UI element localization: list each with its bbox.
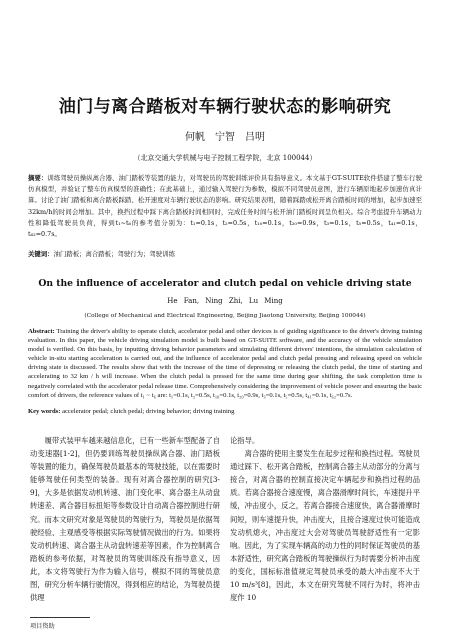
body-left-column: 履带式装甲车越来越信息化，已有一些新车型配备了自动变速器[1-2]，但仍要训练驾驶员操纵离合器、油门踏板等装置的能力，确保驾驶员最基本的驾驶技能，以在需要时能够驾驶任何类型的装备。现有对离合器控制的研究[3-9]，大多是依据发动机转速、油门变化率、离合器主从动盘转速差、离合器目标扭矩等参数设计自动离合器控制进行研究。而本文研究对象是驾驶员的驾驶行为，驾驶员是依据驾驶经验、主观感受等根据实际驾驶情况做出的行为。如果将发动机转速、离合器主从动盘转速差等因素，作为控制离合踏板的参考依据，对驾驶员的驾驶训练没有指导意义，因此，本文将驾驶行为作为输入信号，模拟不同的驾驶员意图，研究分析车辆行驶情况，得到相应的结论，为驾驶员提供理 (30, 436, 220, 603)
abstract-label-chinese: 摘要： (28, 174, 48, 182)
keywords-label-english: Key words: (28, 408, 61, 415)
paper-title-english: On the influence of accelerator and clutch pedal on vehicle driving state (38, 278, 412, 289)
abstract-text-chinese: 训练驾驶员操纵离合器、油门踏板等装置的能力，对驾驶员的驾驶训练评价具有指导意义。本文基于GT-SUITE软件搭建了整车行驶仿真模型，并验证了整车仿真模型的准确性；在此基础上，通过输入驾驶行为参数，模拟不同驾驶员意图，进行车辆原地起步加速仿真计算。讨论了油门踏板和离合踏板踩踏、松开速度对车辆行驶状态的影响。研究结果表明，随着踩踏或松开离合踏板时间的增加，起步加速至32km/h的时间会增加。其中，换挡过程中踩下离合踏板时间相同时，完成任务时间与松开油门踏板时间呈负相关。综合考虑提升车辆动力性和降低驾驶员负荷，得到t₁~t₆的参考值分别为：t₁=0.1s，t₂=0.5s，t₁₀=0.1s，t₂₀=0.9s，t₃=0.1s，t₅=0.5s，t₄₁=0.1s，t₆₂=0.7s。 (28, 174, 423, 239)
abstract-chinese (28, 173, 422, 240)
body-right-paragraph: 离合器的使用主要发生在起步过程和换挡过程。驾驶员通过踩下、松开离合踏板，控制离合器主从动部分的分离与接合，对离合器的控制直接决定车辆起步和换挡过程的品质。若离合器接合速度慢，离合器滑摩时间长，车速提升平缓，冲击度小，反之，若离合器接合速度快，离合器滑摩时间短，则车速提升快，冲击度大，且接合速度过快可能造成发动机熄火，冲击度过大会对驾驶员驾驶舒适性有一定影响。因此，为了实现车辆高的动力性的同时保证驾驶员的基本舒适性，研究离合踏板的驾驶操纵行为时需要分析冲击度的变化，国标标准值规定驾驶员承受的最大冲击度不大于10 m/s³[8]，因此，本文在研究驾驶不同行为时，将冲击度作 10 (230, 449, 420, 603)
keywords-label-chinese: 关键词： (28, 250, 54, 258)
keywords-english (28, 408, 422, 415)
authors-english: He Fan, Ning Zhi, Lu Ming (167, 297, 283, 305)
affiliation-english: (College of Mechanical and Electrical Engineering, Beijing Jiaotong University, Beijing 100044) (84, 313, 366, 319)
keywords-text-chinese: 油门踏板；离合踏板；驾驶行为；驾驶训练 (53, 250, 175, 258)
footnote-funding: 项目资助 (30, 623, 55, 630)
keywords-chinese (28, 249, 422, 258)
body-right-continuation: 论指导。 (230, 436, 260, 445)
authors-chinese: 何帆 宁智 吕明 (185, 132, 265, 143)
footnote-divider (30, 617, 90, 618)
abstract-label-english: Abstract: (28, 328, 55, 335)
abstract-english (28, 327, 422, 400)
paper-title-chinese: 油门与离合踏板对车辆行驶状态的影响研究 (58, 97, 392, 117)
abstract-text-english: Training the driver's ability to operate clutch, accelerator pedal and other devices is of guiding significance to the driver's driving training evaluation. In this paper, the vehicle driving simulation model is built based on GT-SUITE software, and the accuracy of the vehicle simulation model is verified. On this basis, by inputting driving behavior parameters and simulating different drivers' intentions, the simulation calculation of vehicle in-situ starting acceleration is carried out, and the influence of accelerator pedal and clutch pedal pressing and releasing speed on vehicle driving state is discussed. The results show that with the increase of the time of depressing or releasing the clutch pedal, the time of starting and accelerating to 32 km / h will increase. When the clutch pedal is pressed for the same time during gear shifting, the task completion time is negatively correlated with the accelerator pedal release time. Comprehensively considering the improvement of vehicle power and ensuring the basic comfort of drivers, the reference values of t₁ ~ t₆ are: t₁=0.1s, t₂=0.5s, t₁₀=0.1s, t₂₀=0.9s, t₃=0.1s, t₅=0.5s, t₄₁=0.1s, t₆₂=0.7s. (28, 328, 423, 399)
body-right-column (230, 434, 420, 604)
keywords-text-english: accelerator pedal; clutch pedal; driving behavior; driving training (62, 408, 235, 415)
affiliation-chinese: （北京交通大学机械与电子控制工程学院，北京 100044） (133, 154, 317, 162)
